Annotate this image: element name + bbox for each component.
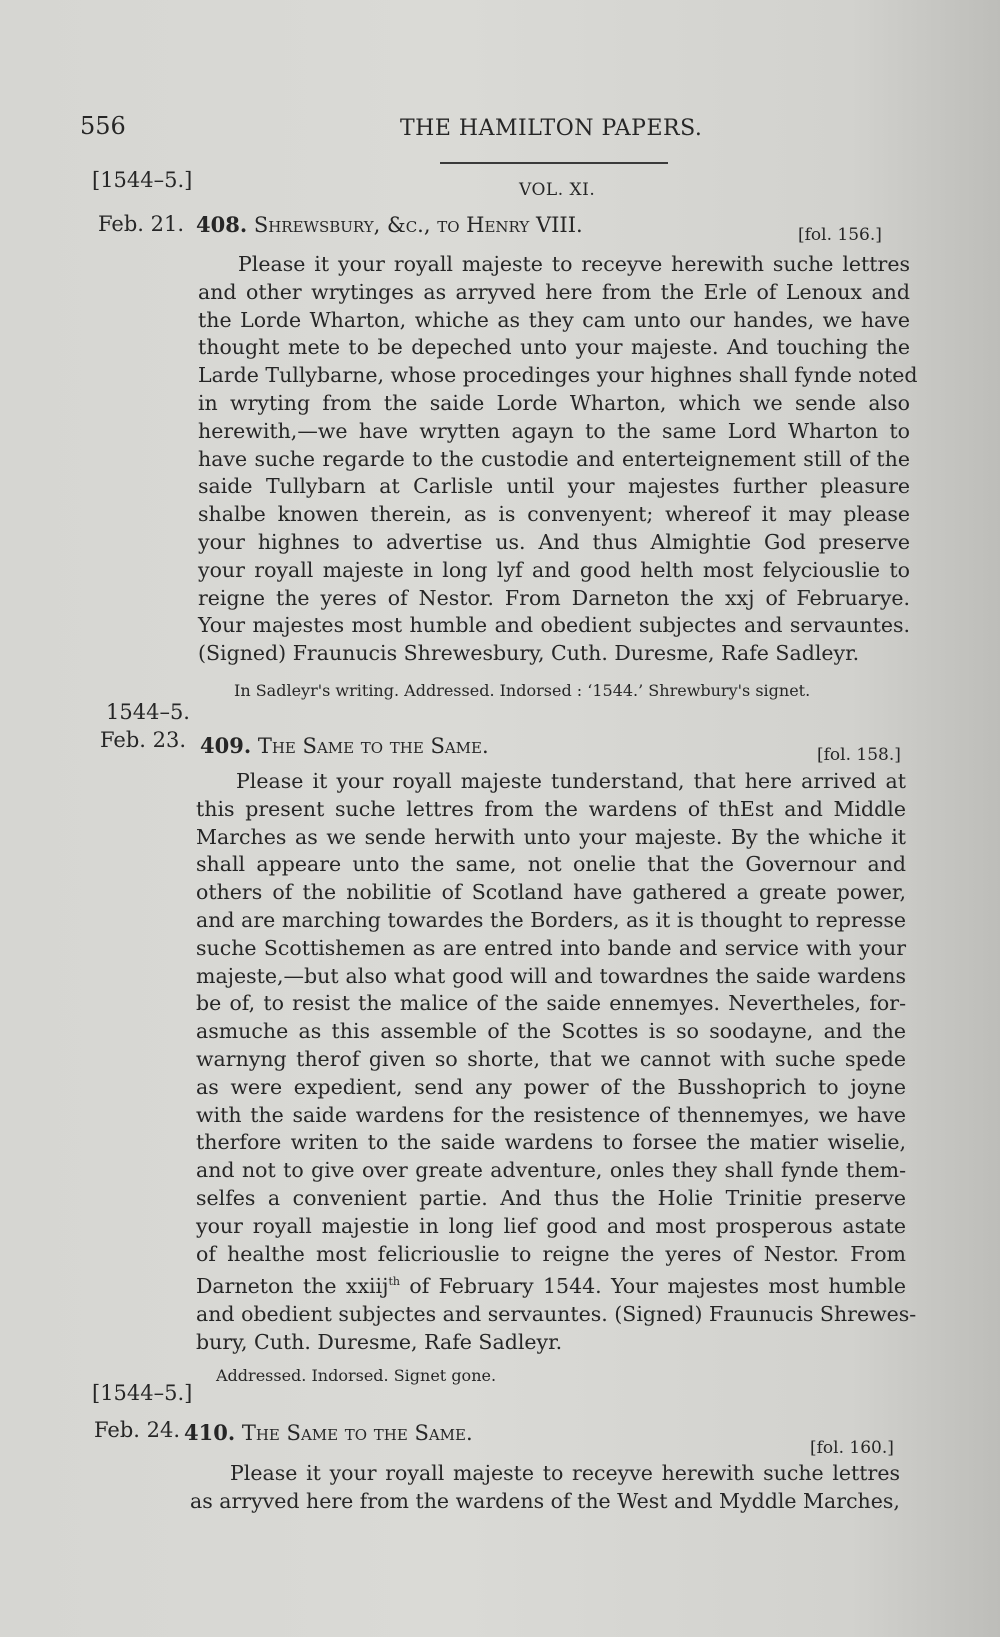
text-line: Please it your royall majeste to receyve herewith suche lettres [238, 252, 910, 276]
entry-408-year: [1544–5.] [92, 168, 193, 192]
text-line: as arryved here from the wardens of the West and Myddle Marches, [190, 1488, 900, 1513]
text-line: Your majestes most humble and obedient subjectes and servauntes. [198, 613, 910, 638]
text-line: your highnes to advertise us. And thus Almightie God preserve [198, 529, 910, 554]
text-line: suche Scottishemen as are entred into bande and service with your [196, 935, 906, 960]
text-line: others of the nobilitie of Scotland have gathered a greate power, [196, 880, 906, 905]
text-line: and not to give over greate adventure, onles they shall fynde them- [196, 1158, 906, 1183]
text-line: the Lorde Wharton, whiche as they cam unto our handes, we have [198, 307, 910, 332]
text-line: have suche regarde to the custodie and enterteignement still of the [198, 446, 910, 471]
entry-409-folio: [fol. 158.] [817, 745, 901, 765]
entry-408-note: In Sadleyr's writing. Addressed. Indorsed : ‘1544.’ Shrewbury's signet. [234, 681, 811, 700]
entry-408-date: Feb. 21. [98, 212, 185, 236]
entry-410-heading [184, 1420, 473, 1445]
text-line: in wryting from the saide Lorde Wharton, which we sende also [198, 390, 910, 415]
superscript: th [388, 1275, 400, 1289]
text-fragment: of February 1544. Your majestes most humble [400, 1274, 906, 1299]
text-line: Larde Tullybarne, whose procedinges your highnes shall fynde noted [198, 363, 918, 388]
entry-408-folio: [fol. 156.] [798, 225, 882, 245]
text-line: Please it your royall majeste tunderstand, that here arrived at [236, 769, 906, 793]
text-line: of healthe most felicriouslie to reigne the yeres of Nestor. From [196, 1241, 906, 1266]
text-line: as were expedient, send any power of the Busshoprich to joyne [196, 1074, 906, 1099]
entry-410-year: [1544–5.] [92, 1381, 193, 1405]
entry-408-heading [196, 212, 583, 237]
entry-410-date: Feb. 24. [94, 1418, 181, 1442]
entry-409-note: Addressed. Indorsed. Signet gone. [216, 1366, 497, 1385]
entry-408-body [198, 251, 918, 668]
text-line: thought mete to be depeched unto your majeste. And touching the [198, 335, 910, 360]
text-line: asmuche as this assemble of the Scottes is so soodayne, and the [196, 1019, 906, 1044]
entry-409-year: 1544–5. [106, 700, 190, 724]
entry-409-title: The Same to the Same. [257, 734, 489, 758]
text-line: shalbe knowen therein, as is convenyent; whereof it may please [198, 502, 910, 527]
volume-label: VOL. XI. [519, 180, 596, 200]
text-line [196, 1268, 906, 1301]
text-line: therfore writen to the saide wardens to forsee the matier wiselie, [196, 1130, 906, 1155]
text-line: Please it your royall majeste to receyve herewith suche lettres [230, 1461, 900, 1485]
text-line: and are marching towardes the Borders, as it is thought to represse [196, 907, 906, 932]
text-line: and other wrytinges as arryved here from the Erle of Lenoux and [198, 279, 910, 304]
text-line: your royall majeste in long lyf and good helth most felyciouslie to [198, 557, 910, 582]
entry-409-heading [200, 733, 489, 758]
text-line: reigne the yeres of Nestor. From Darneton the xxj of Februarye. [198, 585, 910, 610]
entry-410-title: The Same to the Same. [241, 1421, 473, 1445]
entry-408-number: 408. [196, 212, 248, 237]
text-line: your royall majestie in long lief good and most prosperous astate [196, 1213, 906, 1238]
entry-409-body [196, 768, 917, 1357]
text-line: Marches as we sende herwith unto your majeste. By the whiche it [196, 824, 906, 849]
text-line: selfes a convenient partie. And thus the Holie Trinitie preserve [196, 1185, 906, 1210]
text-fragment: Darneton the xxiij [196, 1274, 389, 1299]
text-line: majeste,—but also what good will and towardnes the saide wardens [196, 963, 906, 988]
text-line: herewith,—we have wrytten agayn to the same Lord Wharton to [198, 418, 910, 443]
text-line: and obedient subjectes and servauntes. (Signed) Fraunucis Shrewes- [196, 1301, 917, 1326]
text-line: (Signed) Fraunucis Shrewesbury, Cuth. Duresme, Rafe Sadleyr. [198, 641, 860, 666]
text-line: this present suche lettres from the wardens of thEst and Middle [196, 796, 906, 821]
text-line: warnyng therof given so shorte, that we cannot with suche spede [196, 1046, 906, 1071]
entry-410-folio: [fol. 160.] [810, 1438, 894, 1458]
entry-409-date: Feb. 23. [100, 728, 187, 752]
entry-409-number: 409. [200, 733, 252, 758]
text-line: bury, Cuth. Duresme, Rafe Sadleyr. [196, 1329, 563, 1354]
running-title: THE HAMILTON PAPERS. [400, 116, 703, 141]
header-rule [440, 162, 668, 164]
text-line: shall appeare unto the same, not onelie that the Governour and [196, 852, 906, 877]
entry-410-body [190, 1460, 900, 1516]
entry-408-title: Shrewsbury, &c., to Henry VIII. [253, 213, 583, 237]
text-line: be of, to resist the malice of the saide ennemyes. Nevertheles, for- [196, 991, 906, 1016]
page-number: 556 [80, 112, 126, 140]
text-line: saide Tullybarn at Carlisle until your majestes further pleasure [198, 474, 910, 499]
text-line: with the saide wardens for the resistence of thennemyes, we have [196, 1102, 906, 1127]
entry-410-number: 410. [184, 1420, 236, 1445]
